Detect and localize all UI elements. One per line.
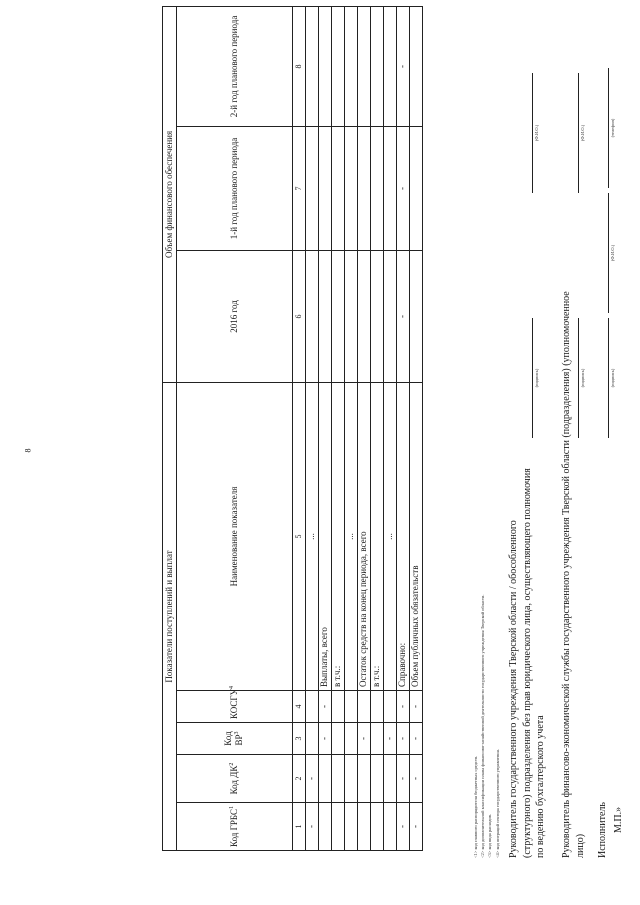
table-cell: - — [410, 691, 423, 723]
table-cell — [410, 6, 423, 126]
name-line — [532, 73, 533, 193]
name-line — [578, 73, 579, 193]
table-cell — [358, 250, 371, 382]
column-number: 2 — [293, 755, 306, 803]
signature-caption: (подпись) — [610, 368, 615, 388]
table-cell: - — [397, 803, 410, 851]
table-cell — [345, 723, 358, 755]
phone-caption: (телефон) — [610, 118, 615, 138]
table-cell — [332, 723, 345, 755]
table-cell: - — [384, 723, 397, 755]
table-cell: Объем публичных обязательств — [410, 382, 423, 690]
table-cell — [371, 723, 384, 755]
header-dk: Код $ДК^2$ — [177, 755, 293, 803]
table-cell — [345, 126, 358, 250]
table-cell: - — [306, 755, 319, 803]
table-cell: - — [319, 691, 332, 723]
column-number: 8 — [293, 6, 306, 126]
head-signatory-label: Руководитель государственного учреждения Тверской области / обособленного (структурного) подразделения без прав юридического лица, осуществляющего полномочия по ведению бухгалтерского учета — [508, 468, 546, 858]
table-cell: ... — [384, 382, 397, 690]
table-cell — [371, 755, 384, 803]
footnote: <3> код вида расходов. — [487, 813, 493, 858]
table-cell: - — [410, 755, 423, 803]
footnote: <2> код дополнительной классификации плана финансово-хозяйственной деятельности государственного учреждения Тверской области. — [480, 594, 486, 858]
table-cell — [371, 803, 384, 851]
table-cell — [345, 803, 358, 851]
table-row — [358, 6, 371, 850]
table-row — [345, 6, 358, 850]
table-cell: Остаток средств на конец периода, всего — [358, 382, 371, 690]
signature-caption: (подпись) — [534, 368, 539, 388]
table-cell — [332, 126, 345, 250]
table-row — [319, 6, 332, 850]
header-plan-year-1: 1-й год планового периода — [177, 126, 293, 250]
header-kosgu: КОСГУ$^4$ — [177, 691, 293, 723]
signature-line — [532, 318, 533, 438]
table-cell — [332, 250, 345, 382]
table-cell — [306, 691, 319, 723]
table-cell — [384, 691, 397, 723]
table-cell — [384, 126, 397, 250]
column-number: 5 — [293, 382, 306, 690]
table-cell: - — [319, 723, 332, 755]
stamp-placeholder: М.П.» — [613, 806, 624, 833]
table-cell — [371, 6, 384, 126]
table-cell: - — [397, 691, 410, 723]
table-cell — [306, 6, 319, 126]
table-cell — [371, 691, 384, 723]
footnotes — [472, 595, 501, 858]
signature-line — [578, 318, 579, 438]
table-cell: - — [306, 803, 319, 851]
executor-label: Исполнитель — [597, 802, 608, 858]
footnote: <1> код главного распорядителя бюджетных средств. — [473, 755, 478, 858]
table-cell: ... — [345, 382, 358, 690]
column-number: 3 — [293, 723, 306, 755]
table-cell: - — [397, 250, 410, 382]
table-cell — [358, 691, 371, 723]
table-row — [384, 6, 397, 850]
table-cell — [306, 250, 319, 382]
table-cell — [319, 755, 332, 803]
table-cell — [319, 126, 332, 250]
table-cell — [358, 755, 371, 803]
name-line — [608, 193, 609, 313]
phone-line — [608, 68, 609, 188]
table-cell: в т.ч.: — [371, 382, 384, 690]
column-number: 7 — [293, 126, 306, 250]
table-cell — [332, 803, 345, 851]
table-cell — [384, 755, 397, 803]
table-cell — [410, 126, 423, 250]
table-cell: в т.ч.: — [332, 382, 345, 690]
table-cell — [306, 126, 319, 250]
table-cell — [319, 803, 332, 851]
finance-table — [162, 6, 423, 851]
table-cell — [384, 803, 397, 851]
table-row — [410, 6, 423, 850]
table-cell: - — [410, 803, 423, 851]
footnote: <4> код операций сектора государственного управления. — [494, 749, 500, 858]
table-cell — [358, 126, 371, 250]
column-number: 1 — [293, 803, 306, 851]
table-cell — [332, 691, 345, 723]
table-cell: - — [358, 723, 371, 755]
column-numbers-row — [293, 6, 306, 850]
header-year-2016: 2016 год — [177, 250, 293, 382]
name-caption: (Ф.И.О.) — [580, 124, 585, 142]
table-cell: - — [410, 723, 423, 755]
header-vr: Код $ВР^3$ — [177, 723, 293, 755]
table-cell — [371, 126, 384, 250]
column-number: 6 — [293, 250, 306, 382]
signature-line — [608, 318, 609, 438]
table-cell — [345, 755, 358, 803]
page-number: 8 — [23, 448, 33, 453]
table-cell: - — [397, 126, 410, 250]
table-row — [306, 6, 319, 850]
table-row — [371, 6, 384, 850]
table-cell — [358, 6, 371, 126]
table-cell — [332, 755, 345, 803]
table-cell — [319, 6, 332, 126]
name-caption: (Ф.И.О.) — [610, 244, 615, 262]
table-cell: Выплаты, всего — [319, 382, 332, 690]
table-cell — [319, 250, 332, 382]
header-plan-year-2: 2-й год планового периода — [177, 6, 293, 126]
group-header-indicators: Показатели поступлений и выплат — [163, 382, 177, 850]
table-cell: Справочно: — [397, 382, 410, 690]
table-cell — [358, 803, 371, 851]
table-cell — [410, 250, 423, 382]
table-cell: - — [397, 723, 410, 755]
table-cell — [306, 723, 319, 755]
table-cell: - — [397, 6, 410, 126]
table-cell — [345, 250, 358, 382]
column-number: 4 — [293, 691, 306, 723]
rotated-document — [12, 13, 624, 893]
table-cell — [384, 250, 397, 382]
signature-caption: (подпись) — [580, 368, 585, 388]
header-grbs: Код ГРБС$^1$ — [177, 803, 293, 851]
table-cell — [345, 6, 358, 126]
table-row — [397, 6, 410, 850]
finance-signatory-label: Руководитель финансово-экономической службы государственного учреждения Тверской области (подразделения) (уполномоченное лицо) — [561, 291, 586, 858]
table-cell — [371, 250, 384, 382]
table-cell — [384, 6, 397, 126]
group-header-funding: Объем финансового обеспечения — [163, 6, 177, 382]
header-indicator-name: Наименование показателя — [177, 382, 293, 690]
table-cell: - — [397, 755, 410, 803]
name-caption: (Ф.И.О.) — [534, 124, 539, 142]
table-row — [332, 6, 345, 850]
table-cell — [345, 691, 358, 723]
table-cell — [332, 6, 345, 126]
table-cell: ... — [306, 382, 319, 690]
